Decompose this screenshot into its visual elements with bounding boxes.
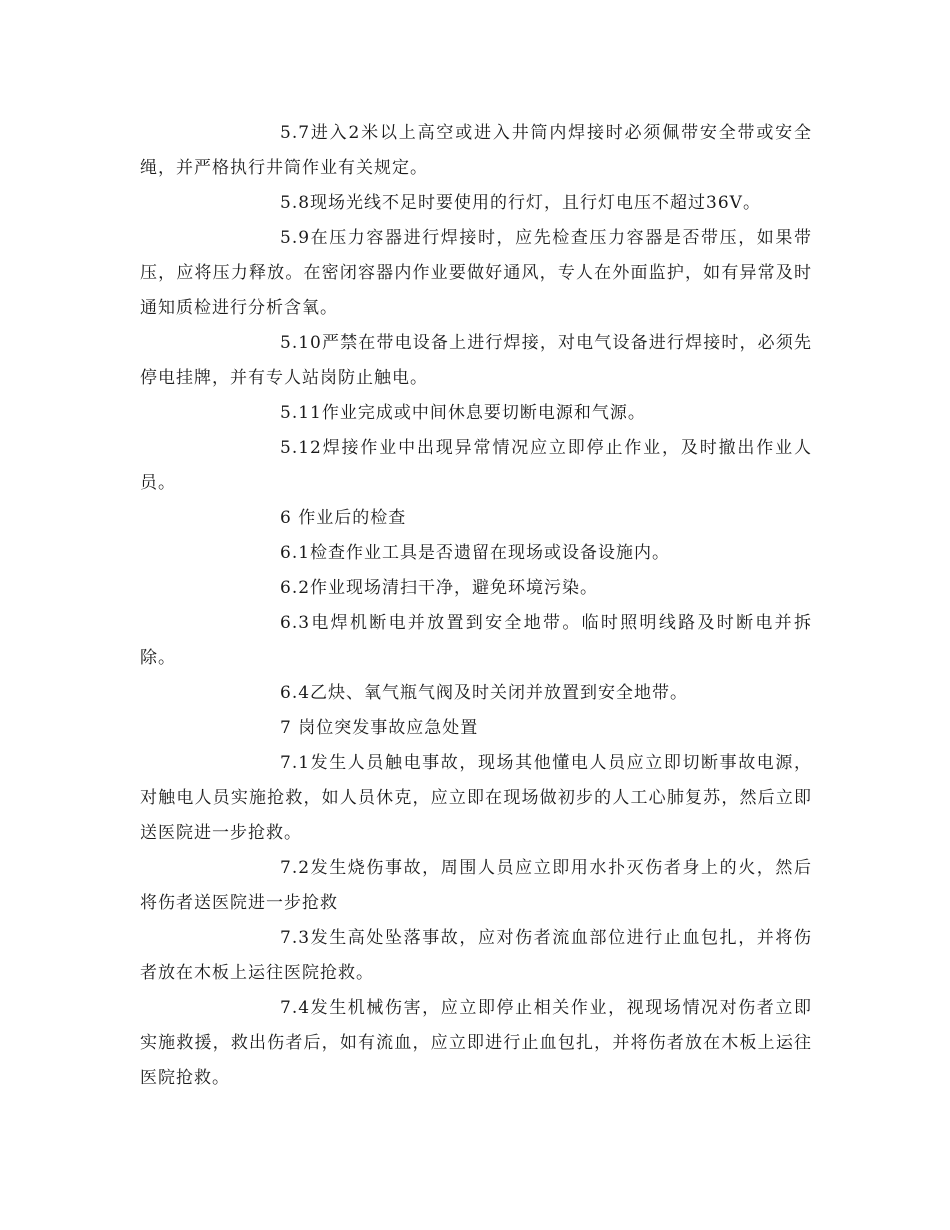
paragraph-7-3: 7.3发生高处坠落事故，应对伤者流血部位进行止血包扎，并将伤者放在木板上运往医院抢救。 [140,928,812,983]
paragraph-6-1: 6.1检查作业工具是否遗留在现场或设备设施内。 [280,543,671,563]
section-heading-7: 7 岗位突发事故应急处置 [280,718,479,738]
paragraph-5-11: 5.11作业完成或中间休息要切断电源和气源。 [280,403,646,423]
paragraph-5-12: 5.12焊接作业中出现异常情况应立即停止作业，及时撤出作业人员。 [140,438,812,493]
paragraph-5-7: 5.7进入2米以上高空或进入井筒内焊接时必须佩带安全带或安全绳，并严格执行井筒作业有关规定。 [140,123,812,178]
paragraph-6-4: 6.4乙炔、氧气瓶气阀及时关闭并放置到安全地带。 [280,683,689,703]
paragraph-7-1: 7.1发生人员触电事故，现场其他懂电人员应立即切断事故电源，对触电人员实施抢救，如人员休克，应立即在现场做初步的人工心肺复苏，然后立即送医院进一步抢救。 [140,753,812,843]
paragraph-7-4: 7.4发生机械伤害，应立即停止相关作业，视现场情况对伤者立即实施救援，救出伤者后，如有流血，应立即进行止血包扎，并将伤者放在木板上运往医院抢救。 [140,998,812,1088]
paragraph-6-2: 6.2作业现场清扫干净，避免环境污染。 [280,578,599,598]
paragraph-5-9: 5.9在压力容器进行焊接时，应先检查压力容器是否带压，如果带压，应将压力释放。在密闭容器内作业要做好通风，专人在外面监护，如有异常及时通知质检进行分析含氧。 [140,228,812,318]
paragraph-6-3: 6.3电焊机断电并放置到安全地带。临时照明线路及时断电并拆除。 [140,613,812,668]
section-heading-6: 6 作业后的检查 [280,508,407,528]
paragraph-5-10: 5.10严禁在带电设备上进行焊接，对电气设备进行焊接时，必须先停电挂牌，并有专人站岗防止触电。 [140,333,812,388]
document-body [140,116,812,1096]
paragraph-7-2: 7.2发生烧伤事故，周围人员应立即用水扑灭伤者身上的火，然后将伤者送医院进一步抢救 [140,858,812,913]
paragraph-5-8: 5.8现场光线不足时要使用的行灯，且行灯电压不超过36V。 [280,193,761,213]
